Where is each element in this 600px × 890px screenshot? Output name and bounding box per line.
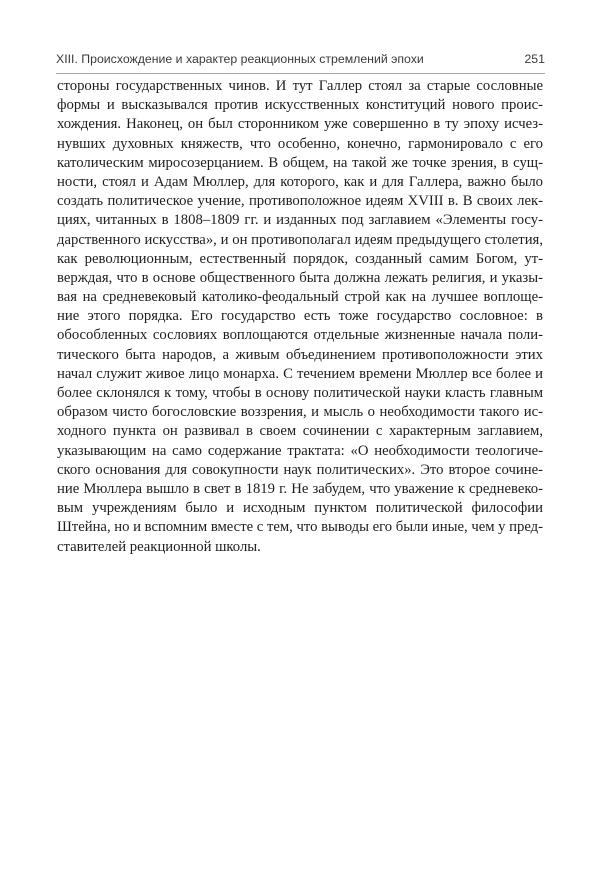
text-line: ставителей реакционной школы. — [57, 538, 261, 555]
header-divider — [56, 73, 545, 74]
text-line: более склонялся к тому, чтобы в основу политической науки класть главным — [57, 385, 543, 401]
running-head — [56, 52, 545, 70]
text-line: католическим миросозерцанием. В общем, на такой же точке зрения, в сущ- — [57, 154, 543, 171]
text-line: вым учреждениям было и исходным пунктом политической философии — [57, 500, 543, 517]
text-line: тического быта народов, а живым объединением противоположности этих — [57, 346, 543, 363]
body-text — [57, 77, 543, 557]
text-line: ского основания для совокупности наук политических». Это второе сочине- — [57, 461, 543, 478]
text-line: формы и высказывался против искусственных конституций нового проис- — [57, 97, 543, 114]
text-line: как революционным, естественный порядок, созданный самим Богом, ут- — [57, 250, 543, 267]
text-line: верждая, что в основе общественного быта должна лежать религия, и указы- — [57, 269, 543, 286]
text-line: Штейна, но и вспомним вместе с тем, что выводы его были иные, чем у пред- — [57, 519, 544, 536]
text-line: циях, читанных в 1808–1809 гг. и изданных под заглавием «Элементы госу- — [57, 212, 543, 229]
text-line: дарственного искусства», и он противополагал идеям предыдущего столетия, — [57, 231, 543, 248]
text-line: образом чисто богословские воззрения, и мысль о необходимости такого ис- — [57, 404, 543, 421]
text-line: обособленных сословиях воплощаются отдельные жизненные начала поли- — [57, 327, 543, 344]
running-title: XIII. Происхождение и характер реакционных стремлений эпохи — [56, 52, 424, 66]
text-line: вая на средневековый католико-феодальный строй как на лучшее воплоще- — [57, 289, 543, 306]
text-line: создать политическое учение, противоположное идеям XVIII в. В своих лек- — [57, 193, 543, 210]
text-line: стороны государственных чинов. И тут Галлер стоял за старые сословные — [57, 78, 543, 94]
text-line: ние Мюллера вышло в свет в 1819 г. Не забудем, что уважение к средневеко- — [57, 480, 543, 497]
text-line: хождения. Наконец, он был сторонником уже совершенно в ту эпоху исчез- — [57, 116, 543, 133]
text-line: ности, стоял и Адам Мюллер, для которого, как и для Галлера, важно было — [57, 173, 543, 190]
text-line: ходного пункта он развивал в своем сочинении с характерным заглавием, — [57, 423, 543, 440]
text-line: ние этого порядка. Его государство есть тоже государство сословное: в — [57, 308, 543, 325]
page-number: 251 — [524, 52, 545, 66]
text-line: начал служит живое лицо монарха. С течением времени Мюллер все более и — [57, 365, 543, 382]
text-line: указывающим на само содержание трактата: «О необходимости теологиче- — [57, 442, 543, 459]
text-line: нувших духовных княжеств, что особенно, конечно, гармонировало с его — [57, 135, 543, 152]
